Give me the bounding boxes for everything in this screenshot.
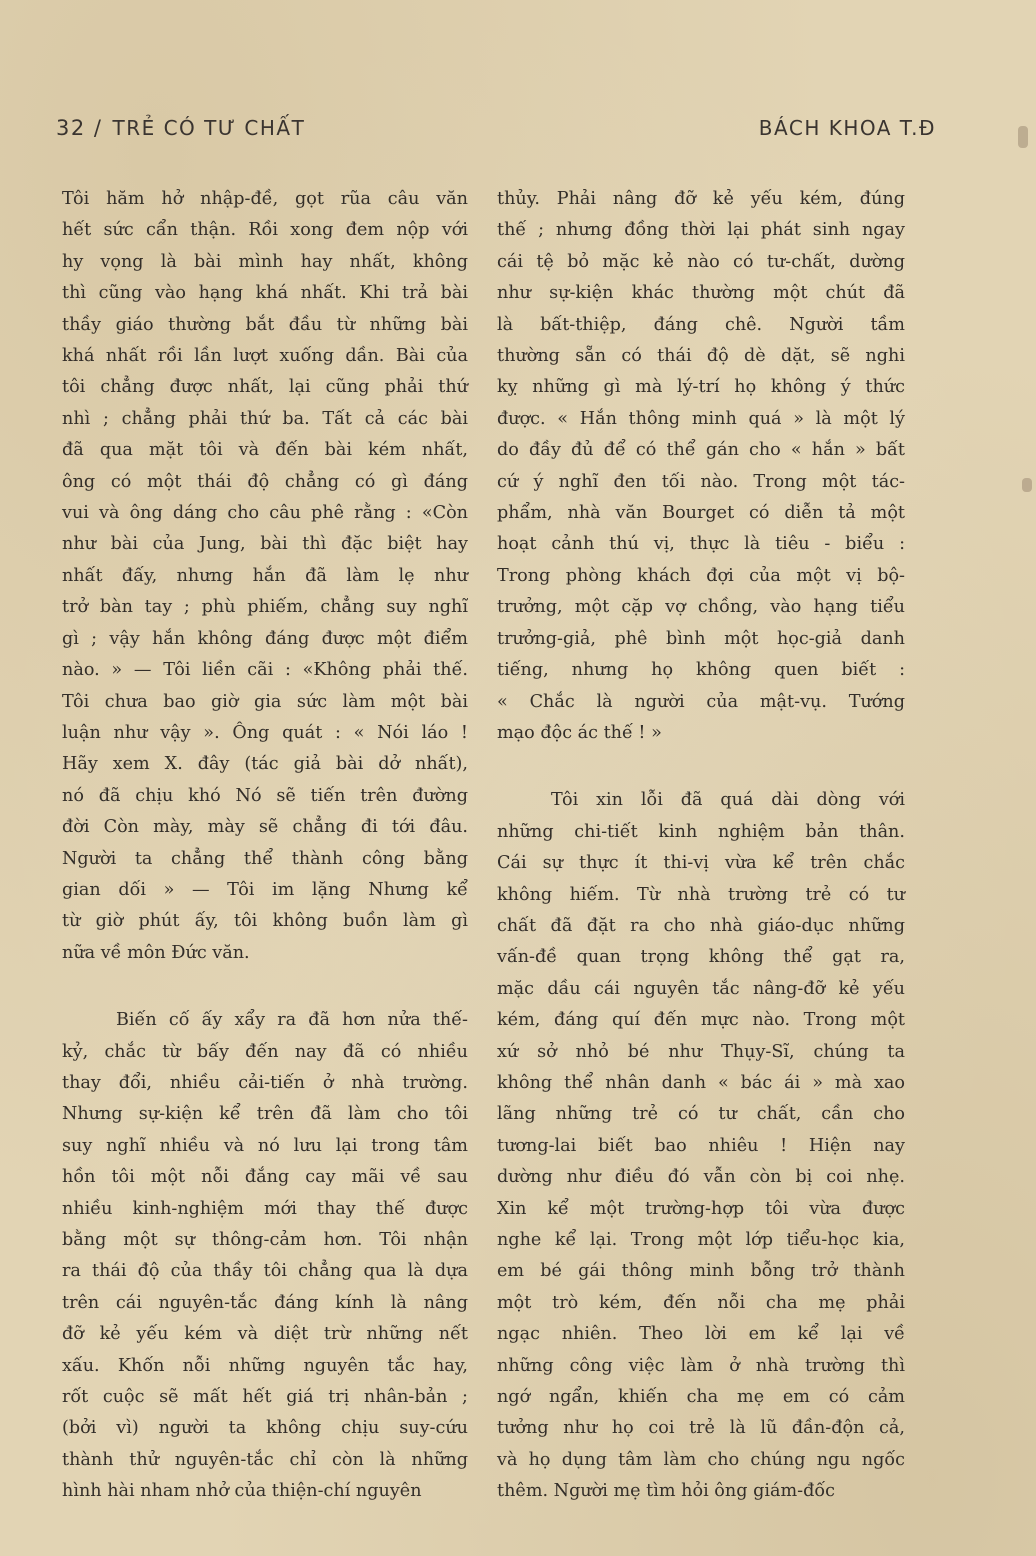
- left-paragraph-1: [62, 184, 468, 969]
- text-line: chất đã đặt ra cho nhà giáo-dục những: [497, 915, 905, 936]
- text-line: khá nhất rồi lần lượt xuống dần. Bài của: [62, 346, 468, 367]
- text-line: Nhưng sự-kiện kể trên đã làm cho tôi: [62, 1104, 468, 1125]
- left-paragraph-2: [62, 1005, 468, 1508]
- text-line: hồn tôi một nỗi đắng cay mãi về sau: [62, 1167, 468, 1188]
- text-line: xấu. Khốn nỗi những nguyên tắc hay,: [62, 1355, 468, 1376]
- text-line: tưởng như họ coi trẻ là lũ đần-độn cả,: [497, 1418, 905, 1439]
- text-line: luận như vậy ». Ông quát : « Nói láo !: [62, 722, 468, 743]
- page-edge-mark: [1018, 126, 1028, 148]
- text-line: thay đổi, nhiều cải-tiến ở nhà trường.: [62, 1072, 468, 1093]
- text-line: không hiếm. Từ nhà trường trẻ có tư: [497, 884, 905, 905]
- text-line: cái tệ bỏ mặc kẻ nào có tư-chất, dường: [497, 251, 905, 272]
- text-line: Tôi hăm hở nhập-đề, gọt rũa câu văn: [62, 189, 468, 209]
- text-line: bằng một sự thông-cảm hơn. Tôi nhận: [62, 1230, 468, 1250]
- text-line: em bé gái thông minh bỗng trở thành: [497, 1261, 905, 1282]
- text-line: Người ta chẳng thể thành công bằng: [62, 848, 468, 869]
- text-line: nghe kể lại. Trong một lớp tiểu-học kia,: [497, 1230, 905, 1250]
- text-line: mạo độc ác thế ! »: [497, 722, 662, 743]
- text-line: những công việc làm ở nhà trường thì: [497, 1355, 905, 1376]
- text-line: thì cũng vào hạng khá nhất. Khi trả bài: [62, 283, 468, 304]
- text-line: từ giờ phút ấy, tôi không buồn làm gì: [62, 911, 468, 932]
- text-line: Tôi chưa bao giờ gia sức làm một bài: [62, 691, 468, 712]
- text-line: một trò kém, đến nỗi cha mẹ phải: [497, 1292, 905, 1313]
- page-edge-mark: [1022, 478, 1032, 492]
- text-line: đã qua mặt tôi và đến bài kém nhất,: [62, 440, 468, 461]
- text-line: hết sức cẩn thận. Rồi xong đem nộp với: [62, 220, 468, 241]
- text-line: vấn-đề quan trọng không thể gạt ra,: [497, 947, 905, 968]
- right-column: [497, 184, 905, 1508]
- text-line: Hãy xem X. đây (tác giả bài dở nhất),: [62, 754, 468, 775]
- text-line: nhiều kinh-nghiệm mới thay thế được: [62, 1198, 468, 1219]
- text-line: tiếng, nhưng họ không quen biết :: [497, 660, 905, 681]
- text-line: do đầy đủ để có thể gán cho « hắn » bất: [497, 440, 905, 461]
- text-line: trưởng, một cặp vợ chồng, vào hạng tiểu: [497, 597, 905, 618]
- text-line: đỡ kẻ yếu kém và diệt trừ những nết: [62, 1324, 468, 1345]
- text-line: nhất đấy, nhưng hắn đã làm lẹ như: [62, 565, 468, 586]
- text-line: trở bàn tay ; phù phiếm, chẳng suy nghĩ: [62, 597, 468, 618]
- right-paragraph-1: [497, 184, 905, 749]
- text-line: gian dối » — Tôi im lặng Nhưng kể: [62, 879, 468, 900]
- text-line: và họ dụng tâm làm cho chúng ngu ngốc: [497, 1449, 905, 1470]
- text-line: vui và ông dáng cho câu phê rằng : «Còn: [62, 503, 468, 524]
- text-line: kỵ những gì mà lý-trí họ không ý thức: [497, 377, 905, 398]
- left-column: [62, 184, 468, 1508]
- text-line: đời Còn mày, mày sẽ chẳng đi tới đâu.: [62, 817, 468, 838]
- text-line: thủy. Phải nâng đỡ kẻ yếu kém, đúng: [497, 189, 905, 209]
- text-line: thế ; nhưng đồng thời lại phát sinh ngay: [497, 220, 905, 241]
- text-line: Trong phòng khách đợi của một vị bộ-: [497, 565, 905, 586]
- text-line: ngạc nhiên. Theo lời em kể lại về: [497, 1324, 905, 1345]
- text-line: kém, đáng quí đến mực nào. Trong một: [497, 1010, 905, 1031]
- page-number: 32 /: [56, 116, 103, 140]
- text-line: nó đã chịu khó Nó sẽ tiến trên đường: [62, 785, 468, 806]
- text-line: trưởng-giả, phê bình một học-giả danh: [497, 628, 905, 649]
- text-line: ra thái độ của thầy tôi chẳng qua là dựa: [62, 1261, 468, 1282]
- header-left: [56, 116, 305, 140]
- running-title: TRẺ CÓ TƯ CHẤT: [112, 116, 306, 140]
- text-line: dường như điều đó vẫn còn bị coi nhẹ.: [497, 1167, 905, 1188]
- text-line: Cái sự thực ít thi-vị vừa kể trên chắc: [497, 853, 905, 874]
- text-line: mặc dầu cái nguyên tắc nâng-đỡ kẻ yếu: [497, 978, 905, 999]
- text-line: như bài của Jung, bài thì đặc biệt hay: [62, 534, 468, 555]
- text-line: như sự-kiện khác thường một chút đã: [497, 283, 905, 304]
- text-line: Xin kể một trường-hợp tôi vừa được: [497, 1198, 905, 1219]
- text-line: hình hài nham nhở của thiện-chí nguyên: [62, 1481, 422, 1502]
- text-line: nữa về môn Đức văn.: [62, 942, 250, 963]
- text-line: hy vọng là bài mình hay nhất, không: [62, 251, 468, 272]
- text-line: không thể nhân danh « bác ái » mà xao: [497, 1072, 905, 1093]
- text-line: lãng những trẻ có tư chất, cần cho: [497, 1104, 905, 1125]
- text-line: thường sẵn có thái độ dè dặt, sẽ nghi: [497, 346, 905, 367]
- text-line: rốt cuộc sẽ mất hết giá trị nhân-bản ;: [62, 1387, 468, 1408]
- text-line: phẩm, nhà văn Bourget có diễn tả một: [497, 503, 905, 524]
- journal-name: BÁCH KHOA T.Đ: [758, 116, 936, 140]
- text-line: hoạt cảnh thú vị, thực là tiêu - biểu :: [497, 534, 905, 555]
- text-line: trên cái nguyên-tắc đáng kính là nâng: [62, 1292, 468, 1313]
- text-line: suy nghĩ nhiều và nó lưu lại trong tâm: [62, 1135, 468, 1156]
- text-line: cứ ý nghĩ đen tối nào. Trong một tác-: [497, 471, 905, 492]
- text-line: gì ; vậy hắn không đáng được một điểm: [62, 628, 468, 649]
- text-line: nhì ; chẳng phải thứ ba. Tất cả các bài: [62, 408, 468, 429]
- right-paragraph-2: [497, 785, 905, 1507]
- text-line: xứ sở nhỏ bé như Thụy-Sĩ, chúng ta: [497, 1041, 905, 1062]
- text-line: thêm. Người mẹ tìm hỏi ông giám-đốc: [497, 1481, 835, 1502]
- text-line: « Chắc là người của mật-vụ. Tướng: [497, 691, 905, 712]
- text-line: Tôi xin lỗi đã quá dài dòng với: [551, 790, 905, 811]
- text-line: kỷ, chắc từ bấy đến nay đã có nhiều: [62, 1041, 468, 1062]
- text-line: thầy giáo thường bắt đầu từ những bài: [62, 314, 468, 335]
- text-line: Biến cố ấy xẩy ra đã hơn nửa thế-: [116, 1010, 468, 1031]
- text-line: nào. » — Tôi liền cãi : «Không phải thế.: [62, 660, 468, 681]
- text-line: là bất-thiệp, đáng chê. Người tầm: [497, 314, 905, 335]
- page-header: [56, 116, 936, 148]
- text-line: thành thử nguyên-tắc chỉ còn là những: [62, 1449, 468, 1470]
- text-line: tôi chẳng được nhất, lại cũng phải thứ: [62, 377, 468, 398]
- text-line: (bởi vì) người ta không chịu suy-cứu: [62, 1418, 468, 1439]
- text-line: tương-lai biết bao nhiêu ! Hiện nay: [497, 1135, 905, 1156]
- text-line: được. « Hắn thông minh quá » là một lý: [497, 408, 905, 429]
- text-line: ngớ ngẩn, khiến cha mẹ em có cảm: [497, 1387, 905, 1408]
- text-line: những chi-tiết kinh nghiệm bản thân.: [497, 821, 905, 842]
- text-line: ông có một thái độ chẳng có gì đáng: [62, 471, 468, 492]
